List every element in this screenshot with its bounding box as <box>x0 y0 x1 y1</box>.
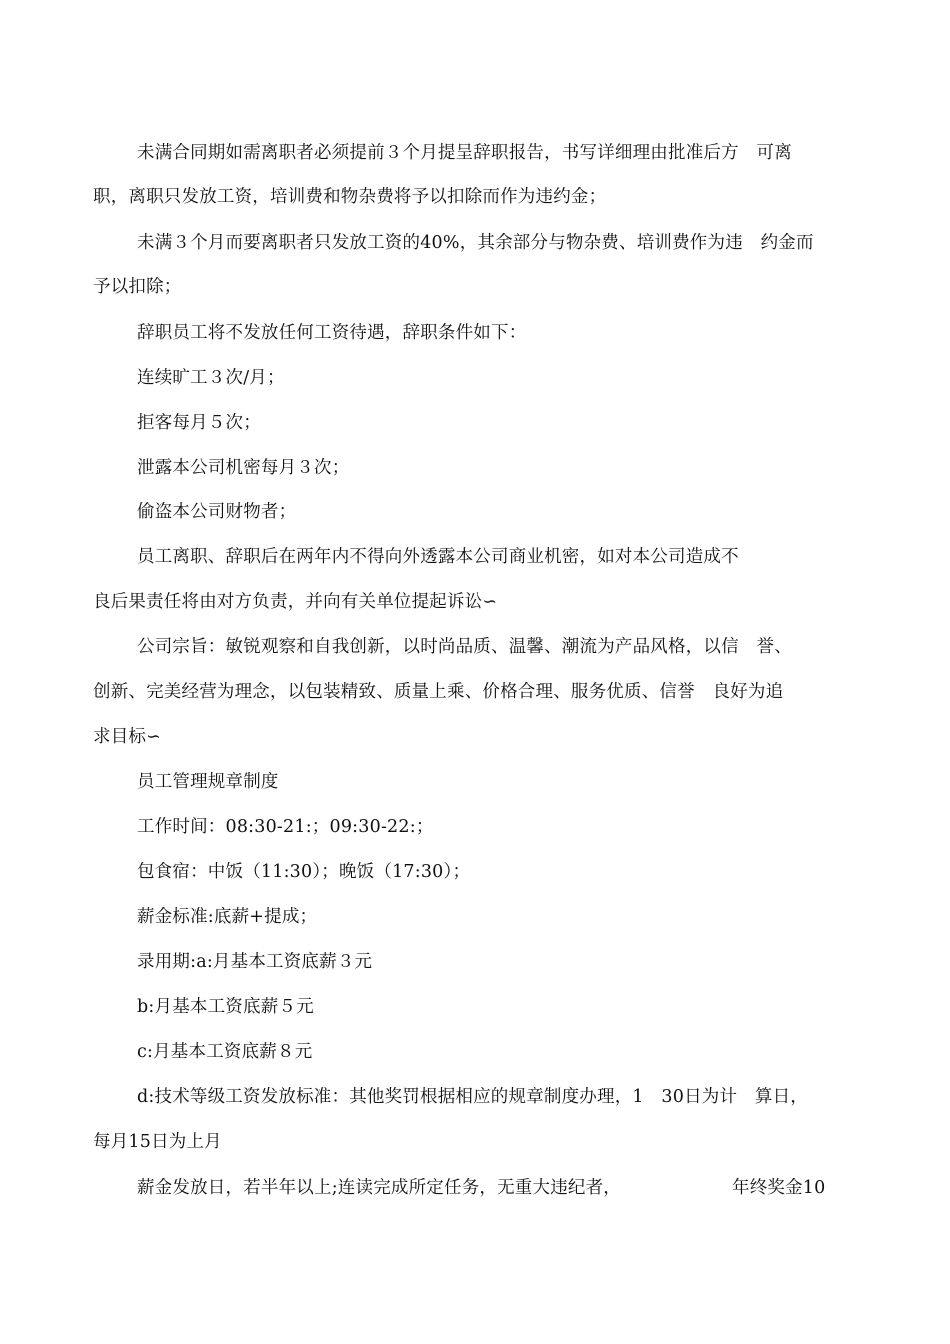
text-line: 连续旷工３次/月； <box>137 368 285 388</box>
text-line: d:技术等级工资发放标准：其他奖罚根据相应的规章制度办理，1 30日为计 算日， <box>137 1087 808 1107</box>
text-line: 工作时间：08:30-21:；09:30-22:； <box>137 817 434 837</box>
text-line: 泄露本公司机密每月３次； <box>137 458 350 478</box>
text-line: c:月基本工资底薪８元 <box>137 1042 313 1062</box>
text-line: 未满３个月而要离职者只发放工资的40%，其余部分与物杂费、培训费作为违 约金而 <box>137 233 814 253</box>
text-line: 偷盗本公司财物者； <box>137 502 297 522</box>
text-line: 员工离职、辞职后在两年内不得向外透露本公司商业机密，如对本公司造成不 <box>137 547 739 567</box>
text-line: 良后果责任将由对方负责，并向有关单位提起诉讼∽ <box>93 592 498 612</box>
text-line: 包食宿：中饭（11:30）；晚饭（17:30）； <box>137 862 471 882</box>
text-line: 创新、完美经营为理念，以包装精致、质量上乘、价格合理、服务优质、信誉 良好为追 <box>93 682 784 702</box>
text-line: 职，离职只发放工资，培训费和物杂费将予以扣除而作为违约金； <box>93 187 607 207</box>
section-heading: 员工管理规章制度 <box>137 772 279 792</box>
text-line: 拒客每月５次； <box>137 413 261 433</box>
text-line: 每月15日为上月 <box>93 1132 222 1152</box>
text-line: b:月基本工资底薪５元 <box>137 997 314 1017</box>
text-line: 辞职员工将不发放任何工资待遇，辞职条件如下： <box>137 323 527 343</box>
text-line: 求目标∽ <box>93 727 161 747</box>
text-line: 公司宗旨：敏锐观察和自我创新，以时尚品质、温馨、潮流为产品风格，以信 誉、 <box>137 637 792 657</box>
text-line: 薪金标准:底薪+提成； <box>137 907 318 927</box>
text-line: 薪金发放日，若半年以上;连读完成所定任务，无重大违纪者， <box>137 1178 621 1198</box>
text-line-tail: 年终奖金10 <box>732 1178 826 1198</box>
text-line: 未满合同期如需离职者必须提前３个月提呈辞职报告，书写详细理由批准后方 可离 <box>137 143 792 163</box>
text-line: 予以扣除； <box>93 277 182 297</box>
text-line: 录用期:a:月基本工资底薪３元 <box>137 952 373 972</box>
